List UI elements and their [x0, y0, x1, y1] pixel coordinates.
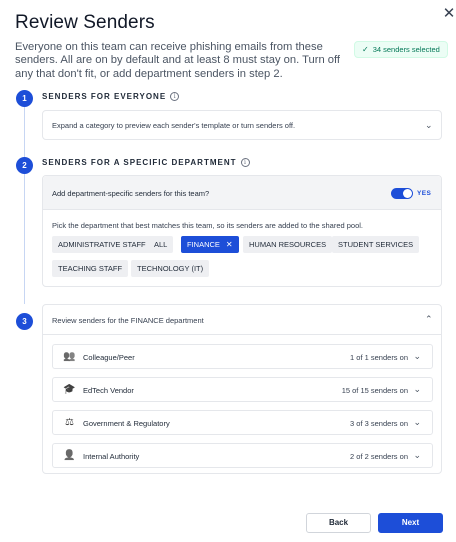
everyone-senders-card[interactable] — [42, 110, 442, 140]
department-chip[interactable] — [52, 260, 128, 277]
sender-category-row[interactable] — [52, 344, 433, 369]
sender-category-name: Colleague/Peer — [83, 353, 135, 362]
department-chip[interactable] — [332, 236, 419, 253]
department-chip-label: FINANCE — [187, 240, 220, 249]
department-chip[interactable] — [131, 260, 209, 277]
sender-category-count: 15 of 15 senders on — [341, 386, 408, 395]
department-chip-label: HUMAN RESOURCES — [249, 240, 327, 249]
department-pick-text: Pick the department that best matches this team, so its senders are added to the shared pool. — [52, 221, 364, 230]
info-icon[interactable]: i — [241, 158, 250, 167]
sender-category-name: EdTech Vendor — [83, 386, 134, 395]
department-chip[interactable] — [181, 236, 239, 253]
department-chip-label: STUDENT SERVICES — [338, 240, 414, 249]
close-icon[interactable]: ✕ — [442, 5, 456, 22]
check-icon: ✓ — [362, 45, 369, 54]
department-chip-label: TECHNOLOGY (IT) — [137, 264, 204, 273]
chevron-down-icon[interactable]: ⌄ — [413, 417, 421, 427]
people-icon: 👥 — [63, 351, 76, 362]
next-button[interactable]: Next — [378, 513, 443, 533]
intro-text: Everyone on this team can receive phishing emails from these senders. All are on by default and at least 8 must stay on. Turn off any that don't fit, or add department senders in step 2. — [15, 41, 341, 80]
finance-senders-header[interactable] — [43, 305, 441, 335]
step-rail — [24, 106, 25, 162]
department-chip-label: ALL — [154, 240, 168, 249]
chevron-down-icon[interactable]: ⌄ — [413, 351, 421, 361]
sender-category-row[interactable] — [52, 377, 433, 402]
step-2-indicator: 2 — [16, 157, 33, 174]
step-2-title-text: SENDERS FOR A SPECIFIC DEPARTMENT — [42, 158, 237, 167]
toggle-knob — [403, 189, 412, 198]
department-chip-label: TEACHING STAFF — [58, 264, 123, 273]
senders-selected-badge — [354, 41, 448, 58]
step-1-title — [42, 92, 179, 101]
back-button[interactable]: Back — [306, 513, 371, 533]
toggle-label: YES — [417, 190, 432, 197]
chevron-down-icon[interactable]: ⌄ — [413, 450, 421, 460]
department-chip[interactable] — [52, 236, 152, 253]
step-1-title-text: SENDERS FOR EVERYONE — [42, 92, 167, 101]
person-authority-icon: 👤 — [63, 450, 76, 461]
step-1-indicator: 1 — [16, 90, 33, 107]
finance-senders-card — [42, 304, 442, 474]
department-toggle[interactable] — [391, 188, 413, 199]
chevron-down-icon[interactable]: ⌄ — [425, 120, 433, 130]
department-chip-label: ADMINISTRATIVE STAFF — [58, 240, 146, 249]
gavel-icon: ⚖ — [65, 417, 74, 428]
department-chip[interactable] — [243, 236, 332, 253]
department-chip[interactable] — [148, 236, 173, 253]
department-toggle-row — [43, 176, 441, 210]
remove-chip-icon[interactable]: ✕ — [225, 240, 233, 249]
sender-category-name: Government & Regulatory — [83, 419, 170, 428]
step-2-title — [42, 158, 250, 167]
step-3-indicator: 3 — [16, 313, 33, 330]
info-icon[interactable]: i — [170, 92, 179, 101]
sender-category-count: 1 of 1 senders on — [350, 353, 408, 362]
department-question: Add department-specific senders for this team? — [52, 189, 210, 198]
chevron-down-icon[interactable]: ⌄ — [413, 384, 421, 394]
graduation-cap-icon: 🎓 — [63, 384, 76, 395]
department-senders-card — [42, 175, 442, 287]
sender-category-row[interactable] — [52, 410, 433, 435]
step-rail — [24, 174, 25, 304]
sender-category-count: 2 of 2 senders on — [350, 452, 408, 461]
chevron-up-icon[interactable]: ⌃ — [425, 314, 433, 324]
badge-label: 34 senders selected — [372, 45, 440, 54]
sender-category-row[interactable] — [52, 443, 433, 468]
sender-category-name: Internal Authority — [83, 452, 140, 461]
everyone-senders-text: Expand a category to preview each sender's template or turn senders off. — [52, 121, 296, 130]
sender-category-count: 3 of 3 senders on — [350, 419, 408, 428]
finance-senders-header-text: Review senders for the FINANCE department — [52, 316, 204, 325]
page-title: Review Senders — [15, 12, 155, 33]
